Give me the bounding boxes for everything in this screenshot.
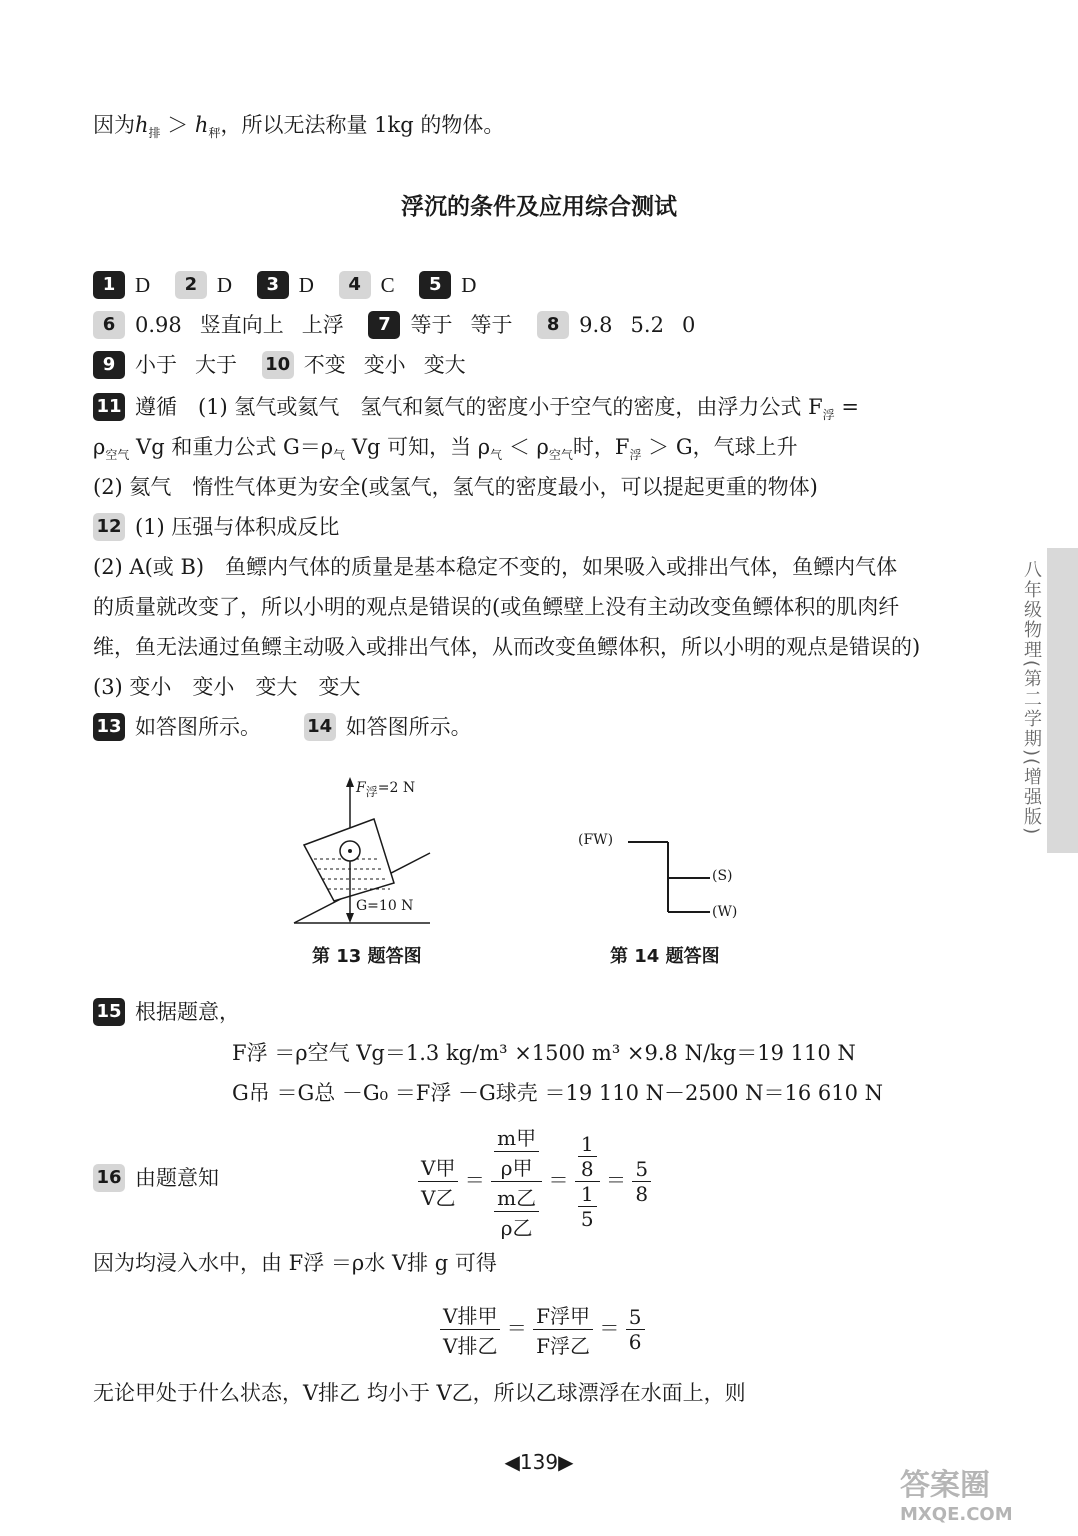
buoyancy-label: $F_浮=2$ N [356,780,416,799]
volume-ratio-equation: $\frac{\text{V甲}}{\text{V乙}}$ ＝ $\frac{\frac{\text{m甲}}{\text{ρ甲}}}{\frac{\text{m乙}}{\text{ρ乙}}}$ ＝ $\frac{\frac{1}{8}}{\frac{1}{5}}$ ＝ $\frac{5}{8}$ [418,1122,651,1241]
answer-11-line1: 11 遵循 (1) 氢气或氦气 氢气和氦气的密度小于空气的密度，由浮力公式 $F_浮$ = [93,392,859,430]
figure-14-diagram [620,832,720,922]
immersed-text: 因为均浸入水中，由 F浮 ＝ρ水 V排 g 可得 [93,1251,497,1275]
question-badge: 10 [262,351,294,379]
label-fw: (FW) [578,832,614,848]
question-badge: 8 [537,311,569,339]
label-s: (S) [712,868,733,884]
label-w: (W) [712,904,738,920]
answers-1-5: 1 D 2 D 3 D 4 C 5 D [93,270,476,301]
question-badge: 13 [93,713,125,741]
equation-buoyancy: F浮 ＝ρ空气 Vg＝1.3 kg/m³ ×1500 m³ ×9.8 N/kg＝19 110 N [232,1041,856,1065]
question-badge: 4 [339,271,371,299]
conclusion-text: 无论甲处于什么状态，V排乙 均小于 V乙，所以乙球漂浮在水面上，则 [93,1381,746,1405]
gravity-label: G=10 N [356,898,414,914]
figure-13-caption: 第 13 题答图 [312,946,422,967]
question-badge: 7 [368,311,400,339]
question-badge: 14 [304,713,336,741]
section-title: 浮沉的条件及应用综合测试 [401,194,677,220]
answer-12-line4: 维，鱼无法通过鱼鳔主动吸入或排出气体，从而改变鱼鳔体积，所以小明的观点是错误的) [93,635,921,659]
answer-11-line2: $\rho_{空气}$ Vg 和重力公式 $G=\rho_气$ Vg 可知，当 $\rho_气 < \rho_{空气}$时，$F_浮 > G$，气球上升 [93,435,798,463]
question-badge: 9 [93,351,125,379]
answer-11-line3: (2) 氦气 惰性气体更为安全(或氢气，氢气的密度最小，可以提起更重的物体) [93,475,818,499]
question-badge: 12 [93,513,125,541]
answer-12-line2: (2) A(或 B) 鱼鳔内气体的质量是基本稳定不变的，如果吸入或排出气体，鱼鳔内气体 [93,555,898,579]
question-badge: 11 [93,393,125,421]
answer-12-line1: 12 (1) 压强与体积成反比 [93,512,339,543]
side-tab [1047,548,1078,853]
question-badge: 3 [257,271,289,299]
question-badge: 5 [419,271,451,299]
question-badge: 2 [175,271,207,299]
equation-lift: G吊 ＝G总 －G₀ ＝F浮 －G球壳 ＝19 110 N－2500 N＝16 610 N [232,1081,884,1105]
answers-9-10: 9 小于 大于 10 不变 变小 变大 [93,350,466,381]
answer-12-line3: 的质量就改变了，所以小明的观点是错误的(或鱼鳔壁上没有主动改变鱼鳔体积的肌肉纤 [93,595,900,619]
answer-12-line5: (3) 变小 变小 变大 变大 [93,675,361,699]
page-number: ◀139▶ [504,1450,574,1474]
answers-13-14: 13 如答图所示。 14 如答图所示。 [93,712,472,743]
side-label: 八年级物理(第二学期)(增强版) [1021,560,1042,837]
answers-6-8: 6 0.98 竖直向上 上浮 7 等于 等于 8 9.8 5.2 0 [93,310,695,341]
answer-16: 16 由题意知 [93,1163,219,1194]
question-badge: 15 [93,998,125,1026]
watermark: 答案圈 MXQE.COM [900,1468,1013,1525]
figure-14-caption: 第 14 题答图 [610,946,720,967]
question-badge: 1 [93,271,125,299]
answer-15: 15 根据题意， [93,997,240,1028]
intro-line: 因为$h_排 > h_秤$，所以无法称量 1kg 的物体。 [93,113,505,141]
displacement-ratio-equation: $\frac{\text{V排甲}}{\text{V排乙}}$ ＝ $\frac{\text{F浮甲}}{\text{F浮乙}}$ ＝ $\frac{5}{6}$ [440,1300,645,1359]
question-badge: 6 [93,311,125,339]
question-badge: 16 [93,1164,125,1192]
